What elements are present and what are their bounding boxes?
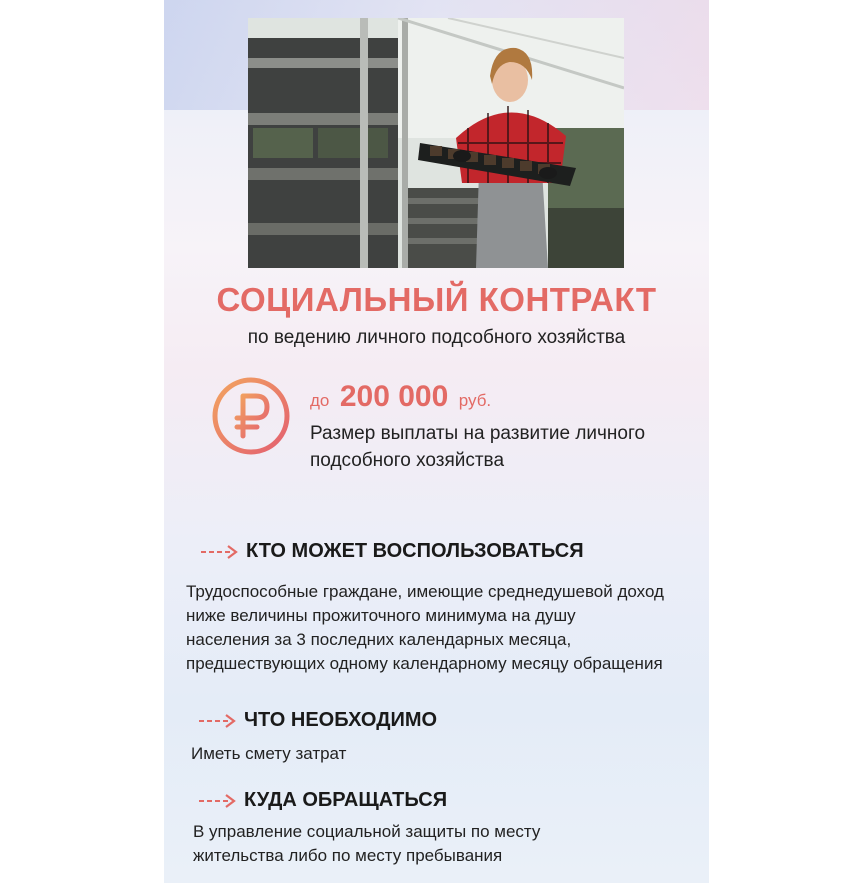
payment-value: 200 000	[339, 380, 449, 413]
section-need-heading	[198, 709, 437, 732]
payment-amount	[310, 380, 491, 414]
text-line: Трудоспособные граждане, имеющие среднедушевой доход	[186, 582, 664, 601]
arrow-right-icon	[198, 794, 238, 808]
text-line: жительства либо по месту пребывания	[193, 846, 503, 865]
section-where-text	[193, 820, 540, 868]
social-contract-card	[164, 0, 709, 883]
payment-currency: руб.	[458, 391, 492, 410]
text-line: населения за 3 последних календарных месяца,	[186, 630, 572, 649]
section-need-text	[191, 742, 346, 766]
text-line: Иметь смету затрат	[191, 744, 347, 763]
payment-description: Размер выплаты на развитие личного подсобного хозяйства	[310, 423, 646, 471]
ruble-icon	[211, 376, 291, 456]
text-line: предшествующих одному календарному месяцу обращения	[186, 654, 663, 673]
greenhouse-worker-photo	[248, 18, 624, 268]
section-need-title: ЧТО НЕОБХОДИМО	[244, 709, 438, 731]
payment-prefix: до	[310, 391, 330, 410]
text-line: В управление социальной защиты по месту	[193, 822, 541, 841]
section-where-title: КУДА ОБРАЩАТЬСЯ	[244, 789, 448, 811]
arrow-right-icon	[200, 545, 240, 559]
section-who-heading	[200, 540, 584, 563]
page-subtitle: по ведению личного подсобного хозяйства	[247, 327, 626, 348]
text-line: ниже величины прожиточного минимума на душу	[186, 606, 576, 625]
arrow-right-icon	[198, 714, 238, 728]
section-who-text	[186, 580, 664, 676]
page-title: СОЦИАЛЬНЫЙ КОНТРАКТ	[216, 281, 657, 318]
section-where-heading	[198, 789, 447, 812]
section-who-title: КТО МОЖЕТ ВОСПОЛЬЗОВАТЬСЯ	[246, 540, 584, 562]
